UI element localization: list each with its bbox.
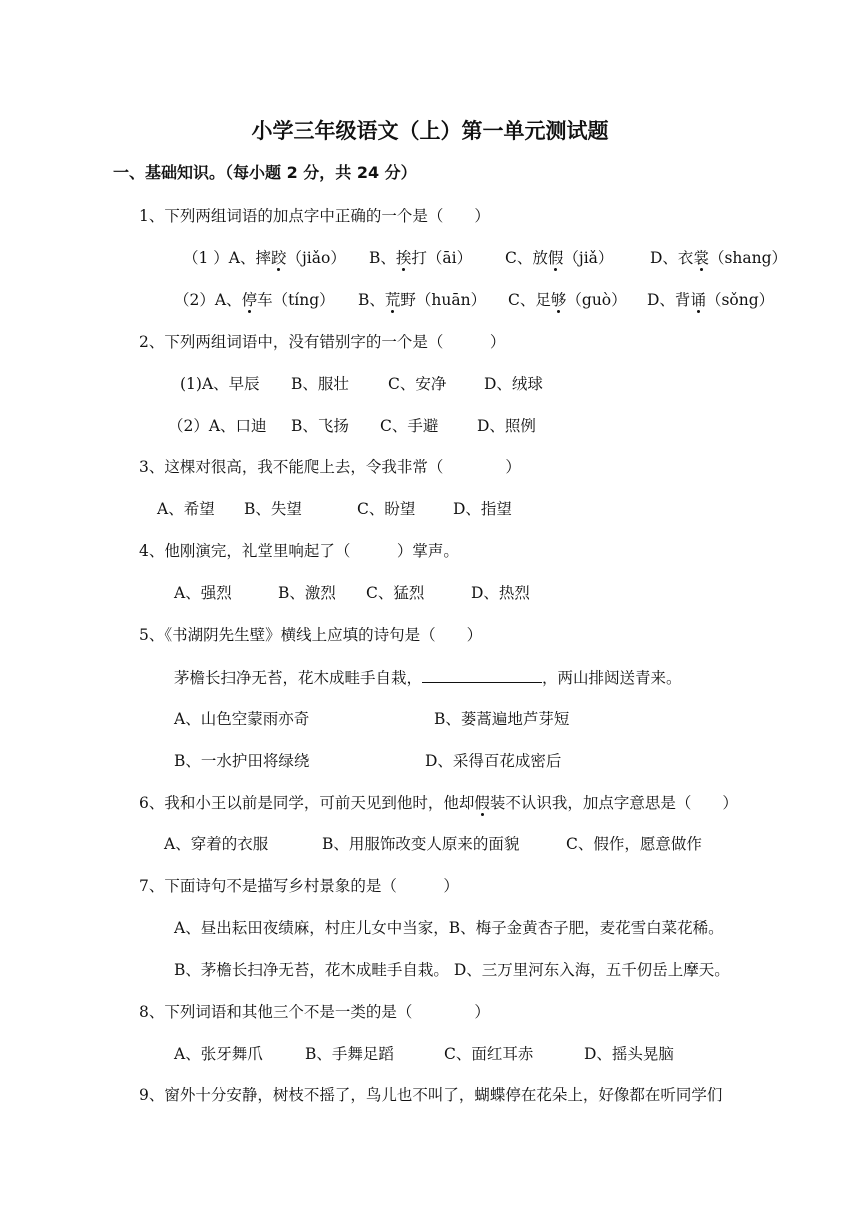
- q1-g1-option-d: D、衣裳（shang）: [650, 249, 788, 267]
- question-8-stem: 8、下列词语和其他三个不是一类的是（ ）: [139, 1003, 490, 1021]
- question-7-options-row-2: B、茅檐长扫净无苔，花木成畦手自栽。 D、三万里河东入海，五千仞岳上摩天。: [174, 961, 730, 979]
- q1-g1-option-a: （1 ）A、摔跤（jiǎo）: [183, 249, 346, 267]
- q4-option-d: D、热烈: [471, 584, 530, 602]
- section-heading: 一、基础知识。（每小题 2 分，共 24 分）: [113, 163, 417, 182]
- q2-g1-option-d: D、绒球: [484, 375, 543, 393]
- question-1-stem: 1、下列两组词语的加点字中正确的一个是（ ）: [139, 207, 490, 225]
- question-5-poem: [174, 666, 682, 689]
- q2-g1-option-b: B、服壮: [291, 375, 349, 393]
- q8-option-b: B、手舞足蹈: [305, 1045, 394, 1063]
- question-2-stem: 2、下列两组词语中，没有错别字的一个是（ ）: [139, 333, 506, 351]
- q1-g2-option-d: D、背诵（sǒng）: [647, 291, 775, 309]
- q2-g1-option-c: C、安净: [388, 375, 447, 393]
- q8-option-a: A、张牙舞爪: [174, 1045, 263, 1063]
- question-7-options-row-1: A、昼出耘田夜绩麻，村庄儿女中当家，B、梅子金黄杏子肥，麦花雪白菜花稀。: [174, 919, 724, 937]
- q5-option-d: D、采得百花成密后: [425, 752, 562, 770]
- poem-first-half: 茅檐长扫净无苔，花木成畦手自栽，: [174, 669, 423, 687]
- question-9-stem: 9、窗外十分安静，树枝不摇了，鸟儿也不叫了，蝴蝶停在花朵上，好像都在听同学们: [139, 1086, 723, 1104]
- q1-g1-option-b: B、挨打（āi）: [369, 249, 473, 267]
- q2-g2-option-c: C、手避: [380, 417, 439, 435]
- q6-option-b: B、用服饰改变人原来的面貌: [322, 835, 520, 853]
- q4-option-a: A、强烈: [174, 584, 232, 602]
- q8-option-d: D、摇头晃脑: [584, 1045, 674, 1063]
- q2-g1-option-a: (1)A、早辰: [180, 375, 260, 393]
- q2-g2-option-a: （2）A、口迪: [168, 417, 267, 435]
- q1-g1-option-c: C、放假（jiǎ）: [505, 249, 614, 267]
- q1-g2-option-b: B、荒野（huān）: [358, 291, 487, 309]
- poem-second-half: ，两山排闼送青来。: [542, 669, 682, 687]
- question-4-stem: 4、他刚演完，礼堂里响起了（ ）掌声。: [139, 542, 459, 560]
- q5-option-c: B、一水护田将绿绕: [174, 752, 310, 770]
- q2-g2-option-b: B、飞扬: [291, 417, 349, 435]
- q3-option-c: C、盼望: [357, 500, 416, 518]
- q8-option-c: C、面红耳赤: [444, 1045, 534, 1063]
- q5-option-a: A、山色空蒙雨亦奇: [174, 710, 310, 728]
- fill-blank: [422, 666, 542, 683]
- q4-option-b: B、激烈: [278, 584, 336, 602]
- question-5-stem: 5、《书湖阴先生壁》横线上应填的诗句是（ ）: [139, 626, 483, 644]
- page-title: 小学三年级语文（上）第一单元测试题: [251, 119, 609, 143]
- q1-g2-option-c: C、足够（guò）: [508, 291, 627, 309]
- question-7-stem: 7、下面诗句不是描写乡村景象的是（ ）: [139, 877, 459, 895]
- question-6-stem: 6、我和小王以前是同学，可前天见到他时，他却假装不认识我，加点字意思是（ ）: [139, 794, 738, 812]
- q5-option-b: B、蒌蒿遍地芦芽短: [434, 710, 570, 728]
- q3-option-d: D、指望: [453, 500, 512, 518]
- q3-option-a: A、希望: [157, 500, 215, 518]
- q4-option-c: C、猛烈: [366, 584, 425, 602]
- q1-g2-option-a: （2）A、停车（tíng）: [174, 291, 335, 309]
- q6-option-a: A、穿着的衣服: [164, 835, 269, 853]
- q3-option-b: B、失望: [244, 500, 302, 518]
- question-3-stem: 3、这棵对很高，我不能爬上去，令我非常（ ）: [139, 458, 521, 476]
- q2-g2-option-d: D、照例: [477, 417, 536, 435]
- q6-option-c: C、假作，愿意做作: [566, 835, 702, 853]
